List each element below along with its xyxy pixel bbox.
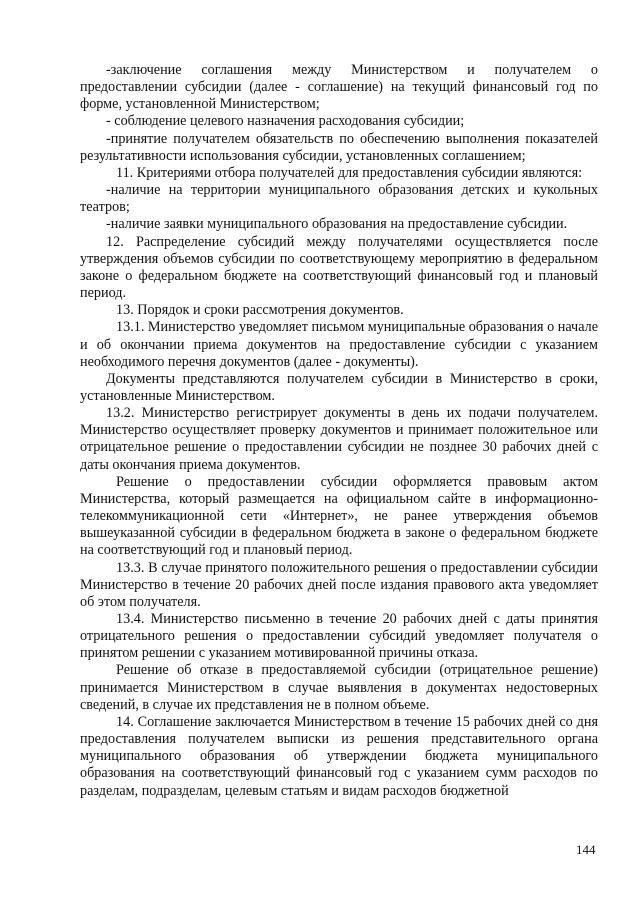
paragraph: -наличие заявки муниципального образования на предоставление субсидии. bbox=[106, 216, 568, 233]
paragraph: -наличие на территории муниципального образования детских и кукольных театров; bbox=[80, 182, 598, 216]
paragraph: -принятие получателем обязательств по обеспечению выполнения показателей результативности использования субсидии, установленных соглашением; bbox=[80, 130, 598, 164]
paragraph: 13.3. В случае принятого положительного решения о предоставлении субсидии Министерство в течение 20 рабочих дней после издания правового акта уведомляет об этом получателя. bbox=[80, 559, 598, 610]
paragraph: 13.4. Министерство письменно в течение 20 рабочих дней с даты принятия отрицательного решения о предоставлении субсидий уведомляет получателя о принятом решении с указанием мотивированной причины отказа. bbox=[80, 611, 598, 662]
paragraph: 13. Порядок и сроки рассмотрения документов. bbox=[116, 302, 404, 319]
paragraph: Решение о предоставлении субсидии оформляется правовым актом Министерства, который размещается на официальном сайте в информационно-телекоммуникационной сети «Интернет», не ранее утверждения объемов вышеуказанной субсидии в федеральном бюджета в законе о федеральном бюджете на соответствующий год и плановый период. bbox=[80, 473, 598, 559]
paragraph: 13.2. Министерство регистрирует документы в день их подачи получателем. Министерство осуществляет проверку документов и принимает положительное или отрицательное решение о предоставлении субсидии не позднее 30 рабочих дней с даты окончания приема документов. bbox=[80, 405, 598, 473]
page-number: 144 bbox=[576, 842, 596, 857]
paragraph: Решение об отказе в предоставляемой субсидии (отрицательное решение) принимается Министерством в случае выявления в документах недостоверных сведений, в случае их представления не в полном объеме. bbox=[80, 662, 598, 713]
paragraph: -заключение соглашения между Министерством и получателем о предоставлении субсидии (далее - соглашение) на текущий финансовый год по форме, установленной Министерством; bbox=[80, 62, 598, 113]
paragraph: Документы представляются получателем субсидии в Министерство в сроки, установленные Министерством. bbox=[80, 370, 598, 404]
paragraph: 14. Соглашение заключается Министерством в течение 15 рабочих дней со дня предоставления получателем выписки из решения представительного органа муниципального образования об утверждении бюджета муниципального образования на соответствующий финансовый год с указанием сумм расходов по разделам, подразделам, целевым статьям и видам расходов бюджетной bbox=[80, 713, 598, 799]
paragraph: 13.1. Министерство уведомляет письмом муниципальные образования о начале и об окончании приема документов на предоставление субсидии с указанием необходимого перечня документов (далее - документы). bbox=[80, 319, 598, 370]
paragraph: - соблюдение целевого назначения расходования субсидии; bbox=[106, 113, 465, 130]
paragraph: 12. Распределение субсидий между получателями осуществляется после утверждения объемов субсидии по соответствующему мероприятию в федеральном законе о федеральном бюджете на соответствующий финансовый год и плановый период. bbox=[80, 233, 598, 302]
document-body bbox=[80, 62, 598, 800]
paragraph: 11. Критериями отбора получателей для предоставления субсидии являются: bbox=[116, 164, 583, 181]
